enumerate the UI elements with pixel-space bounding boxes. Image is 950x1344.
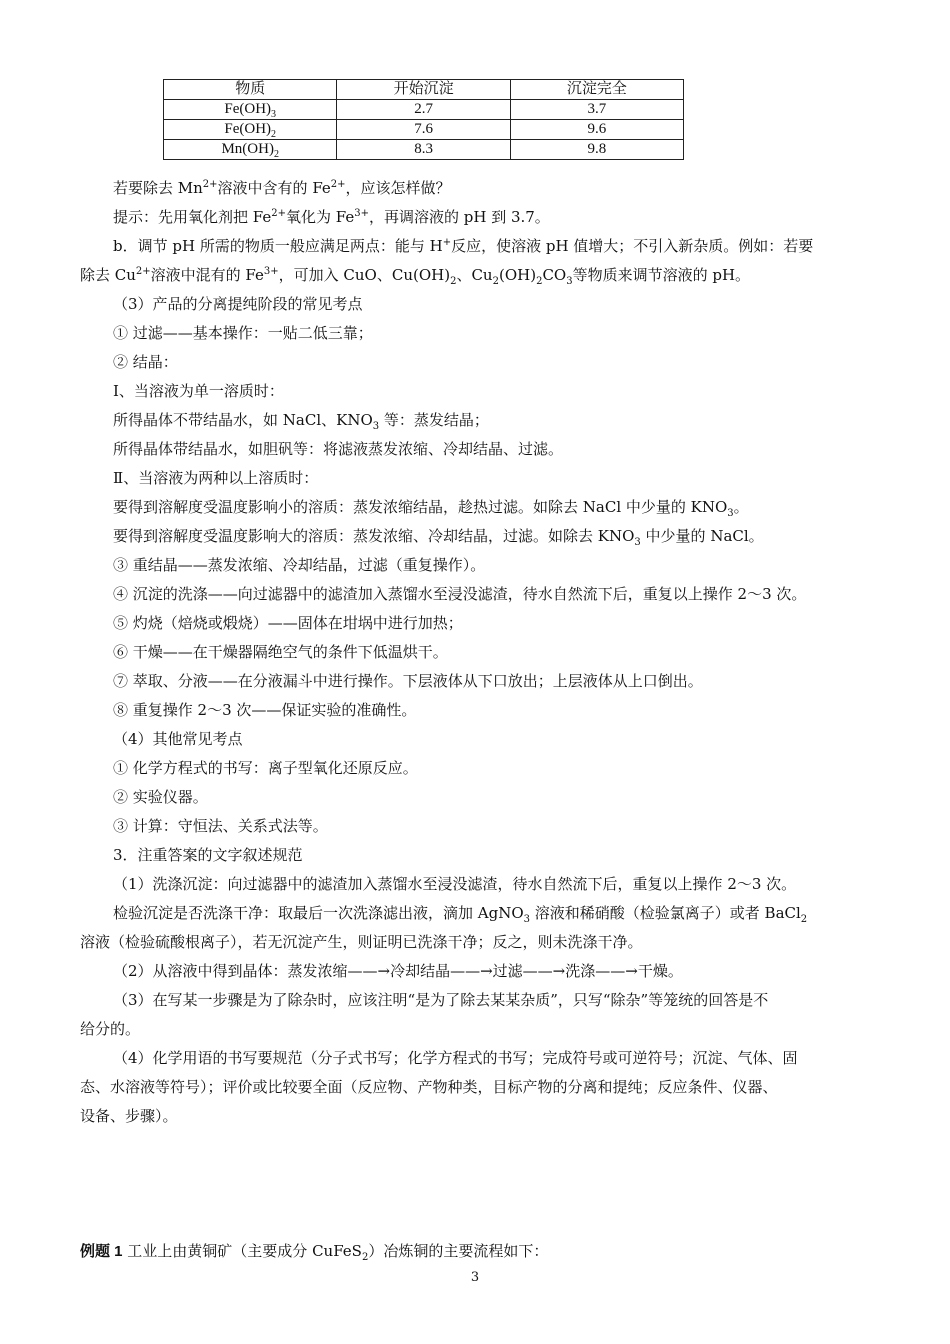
list-item: ② 实验仪器。 <box>113 788 208 806</box>
list-item: ④ 沉淀的洗涤——向过滤器中的滤渣加入蒸馏水至浸没滤渣，待水自然流下后，重复以上操作 2～3 次。 <box>113 585 807 603</box>
paragraph-line: 检验沉淀是否洗涤干净：取最后一次洗涤滤出液，滴加 AgNO$_3$ 溶液和稀硝酸（检验氯离子）或者 BaCl$_2$ <box>113 904 808 925</box>
list-item: ② 结晶： <box>113 353 178 371</box>
paragraph-line: 态、水溶液等符号）；评价或比较要全面（反应物、产物种类，目标产物的分离和提纯；反应条件、仪器、 <box>80 1078 778 1096</box>
list-item: Ⅰ、当溶液为单一溶质时： <box>113 382 284 400</box>
list-item: ⑦ 萃取、分液——在分液漏斗中进行操作。下层液体从下口放出；上层液体从上口倒出。 <box>113 672 703 690</box>
list-item: Ⅱ、当溶液为两种以上溶质时： <box>113 469 319 487</box>
table-cell-end: 3.7 <box>510 100 683 120</box>
table-header: 开始沉淀 <box>337 80 510 100</box>
paragraph-line: 除去 $Cu^{2+}$溶液中混有的 $Fe^{3+}$，可加入 CuO、$Cu(OH)_2$、$Cu_2(OH)_2CO_3$等物质来调节溶液的 pH。 <box>80 266 751 287</box>
paragraph-line: 溶液（检验硫酸根离子），若无沉淀产生，则证明已洗涤干净；反之，则未洗涤干净。 <box>80 933 643 951</box>
question-line: 若要除去 $Mn^{2+}$溶液中含有的 $Fe^{2+}$，应该怎样做？ <box>113 179 451 197</box>
table-row <box>164 140 684 160</box>
table-cell-substance: $Mn(OH)_2$ <box>164 140 337 160</box>
precipitation-ph-table <box>163 79 684 160</box>
section-heading: （4）其他常见考点 <box>113 730 243 748</box>
section-heading: （3）产品的分离提纯阶段的常见考点 <box>113 295 363 313</box>
table-header: 物质 <box>164 80 337 100</box>
list-item: ① 化学方程式的书写：离子型氧化还原反应。 <box>113 759 418 777</box>
hint-line: 提示：先用氧化剂把 $Fe^{2+}$氧化为 $Fe^{3+}$，再调溶液的 pH 到 3.7。 <box>113 208 550 226</box>
table-cell-start: 2.7 <box>337 100 510 120</box>
table-cell-end: 9.8 <box>510 140 683 160</box>
table-cell-start: 8.3 <box>337 140 510 160</box>
list-item: 所得晶体不带结晶水，如 NaCl、$KNO_3$ 等：蒸发结晶； <box>113 411 489 432</box>
table-row <box>164 100 684 120</box>
paragraph-line: （2）从溶液中得到晶体：蒸发浓缩——→冷却结晶——→过滤——→洗涤——→干燥。 <box>113 962 683 980</box>
list-item: ① 过滤——基本操作：一贴二低三靠； <box>113 324 373 342</box>
paragraph-line: （1）洗涤沉淀：向过滤器中的滤渣加入蒸馏水至浸没滤渣，待水自然流下后，重复以上操作 2～3 次。 <box>113 875 797 893</box>
table-cell-start: 7.6 <box>337 120 510 140</box>
paragraph-line: 给分的。 <box>80 1020 141 1038</box>
example-label: 例题 1 <box>80 1243 123 1260</box>
table-cell-substance: $Fe(OH)_2$ <box>164 120 337 140</box>
example-line: 例题 1 工业上由黄铜矿（主要成分 CuFeS$_2$）冶炼铜的主要流程如下： <box>80 1242 549 1263</box>
list-item: 要得到溶解度受温度影响大的溶质：蒸发浓缩、冷却结晶，过滤。如除去 $KNO_3$ 中少量的 NaCl。 <box>113 527 764 548</box>
paragraph-line: b．调节 pH 所需的物质一般应满足两点：能与 H+反应，使溶液 pH 值增大；不引入新杂质。例如：若要 <box>113 237 814 255</box>
list-item: ⑧ 重复操作 2～3 次——保证实验的准确性。 <box>113 701 417 719</box>
table-cell-substance: $Fe(OH)_3$ <box>164 100 337 120</box>
list-item: 要得到溶解度受温度影响小的溶质：蒸发浓缩结晶，趁热过滤。如除去 NaCl 中少量的 $KNO_3$。 <box>113 498 749 519</box>
list-item: ③ 重结晶——蒸发浓缩、冷却结晶，过滤（重复操作）。 <box>113 556 486 574</box>
paragraph-line: 设备、步骤）。 <box>80 1107 178 1125</box>
list-item: ⑤ 灼烧（焙烧或煅烧）——固体在坩埚中进行加热； <box>113 614 463 632</box>
paragraph-line: （4）化学用语的书写要规范（分子式书写；化学方程式的书写；完成符号或可逆符号；沉淀、气体、固 <box>113 1049 798 1067</box>
table-row <box>164 120 684 140</box>
paragraph-line: （3）在写某一步骤是为了除杂时，应该注明“是为了除去某某杂质”，只写“除杂”等笼统的回答是不 <box>113 991 769 1009</box>
page-number: 3 <box>470 1270 480 1285</box>
table-header: 沉淀完全 <box>510 80 683 100</box>
table-cell-end: 9.6 <box>510 120 683 140</box>
table-header-row <box>164 80 684 100</box>
list-item: ③ 计算：守恒法、关系式法等。 <box>113 817 328 835</box>
list-item: ⑥ 干燥——在干燥器隔绝空气的条件下低温烘干。 <box>113 643 448 661</box>
list-item: 所得晶体带结晶水，如胆矾等：将滤液蒸发浓缩、冷却结晶、过滤。 <box>113 440 564 458</box>
section-heading: 3．注重答案的文字叙述规范 <box>113 846 303 864</box>
